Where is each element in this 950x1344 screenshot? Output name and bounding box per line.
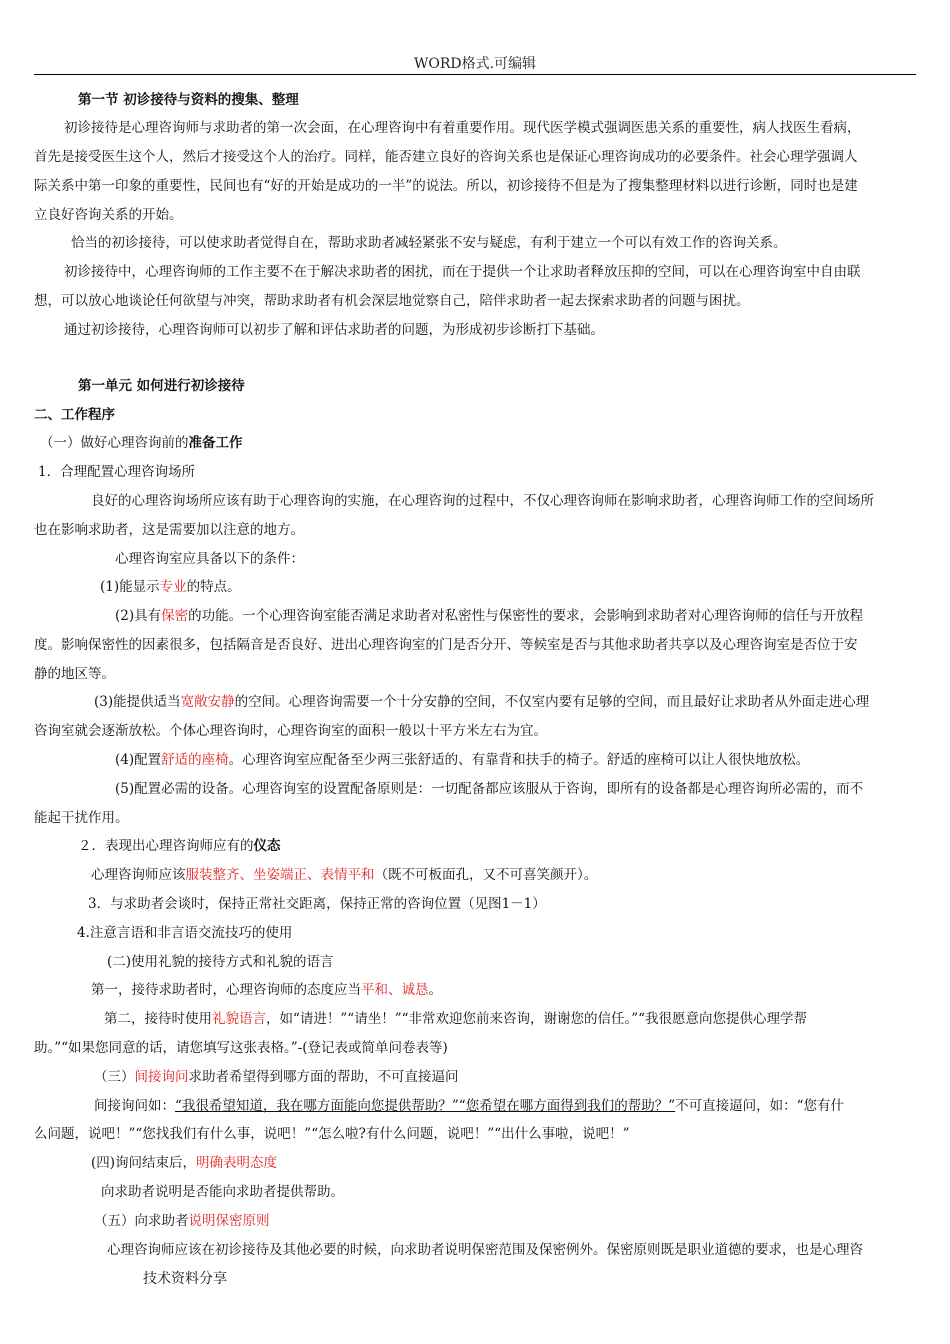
step2-second-line1: 第二，接待时使用礼貌语言，如“请进！”“请坐！”“非常欢迎您前来咨询，谢谢您的信任。”“我很愿意向您提供心理学帮 [104, 1011, 808, 1027]
section-title: 第一节 初诊接待与资料的搜集、整理 [78, 92, 299, 108]
item4: 4.注意言语和非言语交流技巧的使用 [77, 925, 293, 941]
step1-heading: （一）做好心理咨询前的准备工作 [40, 435, 243, 451]
step3-para-line2: 么问题，说吧！”“您找我们有什么事，说吧！”“怎么啦?有什么问题，说吧！”“出什么事啦，说吧！” [34, 1126, 630, 1142]
conditions-intro: 心理咨询室应具备以下的条件： [115, 551, 304, 567]
intro-p3-line1: 初诊接待中，心理咨询师的工作主要不在于解决求助者的困扰，而在于提供一个让求助者释放压抑的空间，可以在心理咨询室中自由联 [64, 264, 861, 280]
item3: 3．与求助者会谈时，保持正常社交距离，保持正常的咨询位置（见图1－1） [88, 896, 546, 912]
condition-2-line3: 静的地区等。 [34, 666, 115, 682]
condition-1: (1)能显示专业的特点。 [100, 579, 241, 595]
step2-first: 第一，接待求助者时，心理咨询师的态度应当平和、诚恳。 [91, 982, 442, 998]
item1-heading: 1．合理配置心理咨询场所 [38, 464, 196, 480]
step4-para: 向求助者说明是否能向求助者提供帮助。 [101, 1184, 344, 1200]
unit-title: 第一单元 如何进行初诊接待 [78, 378, 245, 394]
item1-para-line1: 良好的心理咨询场所应该有助于心理咨询的实施，在心理咨询的过程中，不仅心理咨询师在影响求助者，心理咨询师工作的空间场所 [91, 493, 874, 509]
page-header: WORD格式.可编辑 [413, 56, 537, 72]
intro-p1-line3: 际关系中第一印象的重要性，民间也有“好的开始是成功的一半”的说法。所以，初诊接待不但是为了搜集整理材料以进行诊断，同时也是建 [34, 178, 858, 194]
page-footer: 技术资料分享 [143, 1271, 227, 1287]
condition-3-line1: (3)能提供适当宽敞安静的空间。心理咨询需要一个十分安静的空间，不仅室内要有足够的空间，而且最好让求助者从外面走进心理 [94, 694, 870, 710]
condition-2-line2: 度。影响保密性的因素很多，包括隔音是否良好、进出心理咨询室的门是否分开、等候室是否与其他求助者共享以及心理咨询室是否位于安 [34, 637, 858, 653]
intro-p1-line4: 立良好咨询关系的开始。 [34, 207, 183, 223]
item2-heading: ２．表现出心理咨询师应有的仪态 [78, 838, 281, 854]
intro-p3-line2: 想，可以放心地谈论任何欲望与冲突，帮助求助者有机会深层地觉察自己，陪伴求助者一起去探索求助者的问题与困扰。 [34, 293, 750, 309]
step4-heading: (四)询问结束后，明确表明态度 [91, 1155, 278, 1171]
step5-heading: （五）向求助者说明保密原则 [94, 1213, 270, 1229]
condition-5-line2: 能起干扰作用。 [34, 810, 129, 826]
item2-para: 心理咨询师应该服装整齐、坐姿端正、表情平和（既不可板面孔，又不可喜笑颜开）。 [91, 867, 598, 883]
intro-p4: 通过初诊接待，心理咨询师可以初步了解和评估求助者的问题，为形成初步诊断打下基础。 [64, 322, 604, 338]
intro-p2: 恰当的初诊接待，可以使求助者觉得自在，帮助求助者减轻紧张不安与疑虑，有利于建立一个可以有效工作的咨询关系。 [71, 235, 787, 251]
step2-second-line2: 助。”“如果您同意的话，请您填写这张表格。”-(登记表或简单问卷表等) [34, 1040, 448, 1056]
step2-heading: (二)使用礼貌的接待方式和礼貌的语言 [107, 954, 334, 970]
header-rule [34, 74, 916, 75]
condition-2-line1: (2)具有保密的功能。一个心理咨询室能否满足求助者对私密性与保密性的要求，会影响到求助者对心理咨询师的信任与开放程 [115, 608, 864, 624]
step3-heading: （三）间接询问求助者希望得到哪方面的帮助，不可直接逼问 [94, 1069, 459, 1085]
condition-3-line2: 咨询室就会逐渐放松。个体心理咨询时，心理咨询室的面积一般以十平方米左右为宜。 [34, 723, 547, 739]
item1-para-line2: 也在影响求助者，这是需要加以注意的地方。 [34, 522, 304, 538]
intro-p1-line2: 首先是接受医生这个人，然后才接受这个人的治疗。同样，能否建立良好的咨询关系也是保证心理咨询成功的必要条件。社会心理学强调人 [34, 149, 858, 165]
condition-5-line1: (5)配置必需的设备。心理咨询室的设置配备原则是：一切配备都应该服从于咨询，即所有的设备都是心理咨询所必需的，而不 [115, 781, 864, 797]
procedure-heading: 二、工作程序 [34, 407, 115, 423]
step5-para: 心理咨询师应该在初诊接待及其他必要的时候，向求助者说明保密范围及保密例外。保密原则既是职业道德的要求，也是心理咨 [107, 1242, 863, 1258]
intro-p1-line1: 初诊接待是心理咨询师与求助者的第一次会面，在心理咨询中有着重要作用。现代医学模式强调医患关系的重要性，病人找医生看病， [64, 120, 861, 136]
condition-4: (4)配置舒适的座椅。心理咨询室应配备至少两三张舒适的、有靠背和扶手的椅子。舒适的座椅可以让人很快地放松。 [115, 752, 810, 768]
step3-para-line1: 间接询问如：“我很希望知道，我在哪方面能向您提供帮助？”“您希望在哪方面得到我们的帮助？”不可直接逼问，如：“您有什 [94, 1098, 845, 1114]
